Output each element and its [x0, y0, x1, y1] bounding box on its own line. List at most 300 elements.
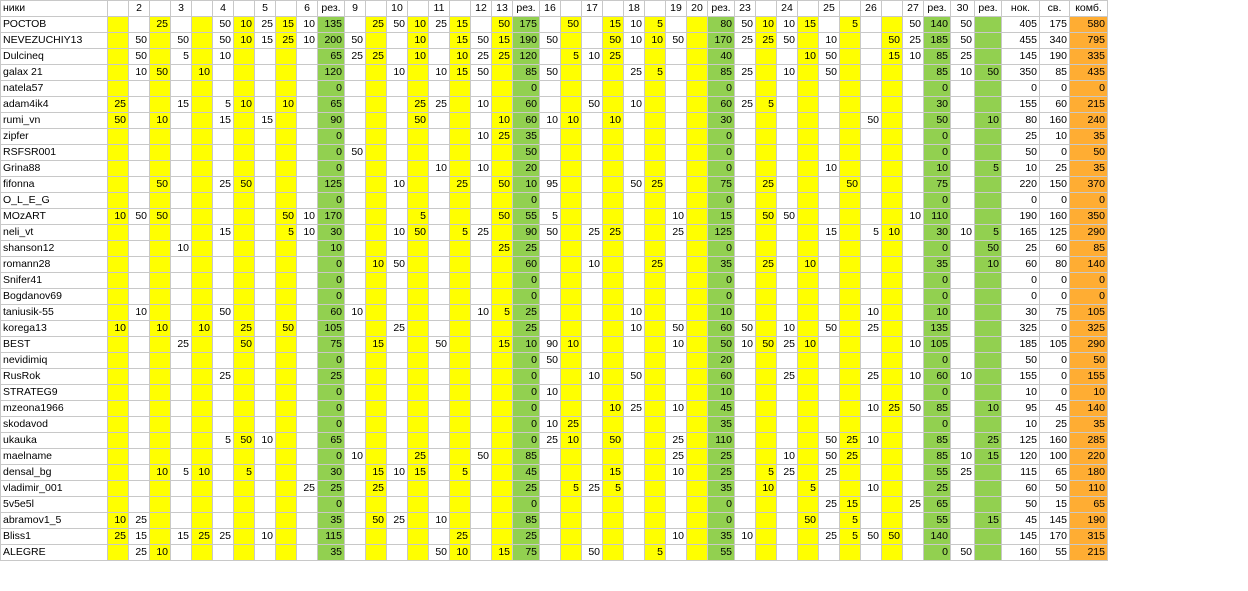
score-cell[interactable]	[450, 289, 471, 305]
score-cell[interactable]: 10	[1002, 417, 1040, 433]
score-cell[interactable]: 95	[1002, 401, 1040, 417]
score-cell[interactable]	[387, 33, 408, 49]
nick-cell[interactable]: Bogdanov69	[1, 289, 108, 305]
score-cell[interactable]	[624, 449, 645, 465]
score-cell[interactable]	[408, 497, 429, 513]
score-cell[interactable]	[975, 33, 1002, 49]
score-cell[interactable]	[861, 545, 882, 561]
score-cell[interactable]	[819, 257, 840, 273]
score-cell[interactable]	[645, 113, 666, 129]
score-cell[interactable]	[276, 337, 297, 353]
score-cell[interactable]: 0	[318, 289, 345, 305]
nick-cell[interactable]: nevidimiq	[1, 353, 108, 369]
score-cell[interactable]: 55	[1040, 545, 1070, 561]
score-cell[interactable]	[666, 305, 687, 321]
score-cell[interactable]	[582, 129, 603, 145]
score-cell[interactable]	[492, 257, 513, 273]
score-cell[interactable]: 155	[1002, 369, 1040, 385]
score-cell[interactable]	[234, 497, 255, 513]
score-cell[interactable]	[297, 449, 318, 465]
score-cell[interactable]	[756, 225, 777, 241]
score-cell[interactable]	[777, 497, 798, 513]
score-cell[interactable]: 0	[1002, 273, 1040, 289]
score-cell[interactable]	[540, 257, 561, 273]
score-cell[interactable]	[561, 497, 582, 513]
score-cell[interactable]: 0	[1002, 193, 1040, 209]
score-cell[interactable]	[213, 241, 234, 257]
score-cell[interactable]	[192, 481, 213, 497]
score-cell[interactable]	[297, 321, 318, 337]
score-cell[interactable]: 5	[861, 225, 882, 241]
score-cell[interactable]	[387, 449, 408, 465]
score-cell[interactable]: 0	[924, 353, 951, 369]
score-cell[interactable]: 15	[213, 225, 234, 241]
score-cell[interactable]	[777, 225, 798, 241]
score-cell[interactable]: 140	[924, 529, 951, 545]
score-cell[interactable]	[582, 113, 603, 129]
score-cell[interactable]	[429, 113, 450, 129]
score-cell[interactable]: 10	[255, 529, 276, 545]
score-cell[interactable]	[429, 273, 450, 289]
score-cell[interactable]	[471, 401, 492, 417]
score-cell[interactable]: 25	[624, 401, 645, 417]
score-cell[interactable]	[234, 481, 255, 497]
score-cell[interactable]	[666, 513, 687, 529]
score-cell[interactable]	[777, 273, 798, 289]
score-cell[interactable]	[345, 497, 366, 513]
score-cell[interactable]: 25	[276, 33, 297, 49]
score-cell[interactable]: 25	[213, 177, 234, 193]
score-cell[interactable]: 60	[1040, 241, 1070, 257]
score-cell[interactable]: 50	[471, 33, 492, 49]
score-cell[interactable]	[951, 417, 975, 433]
score-cell[interactable]	[429, 289, 450, 305]
header-cell[interactable]	[561, 1, 582, 17]
score-cell[interactable]: 25	[666, 225, 687, 241]
score-cell[interactable]: 10	[513, 337, 540, 353]
score-cell[interactable]	[561, 465, 582, 481]
score-cell[interactable]	[582, 209, 603, 225]
score-cell[interactable]: 25	[471, 49, 492, 65]
score-cell[interactable]	[429, 305, 450, 321]
score-cell[interactable]	[129, 257, 150, 273]
score-cell[interactable]	[345, 385, 366, 401]
score-cell[interactable]: 0	[1040, 385, 1070, 401]
score-cell[interactable]	[624, 113, 645, 129]
score-cell[interactable]	[882, 257, 903, 273]
score-cell[interactable]: 50	[819, 321, 840, 337]
score-cell[interactable]	[429, 529, 450, 545]
score-cell[interactable]: 5	[840, 17, 861, 33]
score-cell[interactable]	[798, 433, 819, 449]
score-cell[interactable]	[255, 465, 276, 481]
score-cell[interactable]	[387, 273, 408, 289]
score-cell[interactable]	[129, 225, 150, 241]
score-cell[interactable]: 10	[429, 161, 450, 177]
score-cell[interactable]	[603, 337, 624, 353]
score-cell[interactable]	[603, 161, 624, 177]
score-cell[interactable]	[903, 161, 924, 177]
score-cell[interactable]	[975, 193, 1002, 209]
score-cell[interactable]	[735, 385, 756, 401]
score-cell[interactable]	[735, 449, 756, 465]
score-cell[interactable]: 25	[366, 49, 387, 65]
score-cell[interactable]: 30	[1002, 305, 1040, 321]
score-cell[interactable]	[345, 177, 366, 193]
score-cell[interactable]	[882, 449, 903, 465]
score-cell[interactable]	[366, 273, 387, 289]
score-cell[interactable]	[561, 513, 582, 529]
score-cell[interactable]	[276, 497, 297, 513]
score-cell[interactable]	[819, 17, 840, 33]
score-cell[interactable]	[255, 401, 276, 417]
score-cell[interactable]	[387, 49, 408, 65]
score-cell[interactable]	[624, 225, 645, 241]
score-cell[interactable]: 50	[387, 17, 408, 33]
score-cell[interactable]	[108, 33, 129, 49]
score-cell[interactable]: 25	[171, 337, 192, 353]
header-cell[interactable]: 6	[297, 1, 318, 17]
score-cell[interactable]: 50	[429, 545, 450, 561]
score-cell[interactable]: 10	[603, 401, 624, 417]
score-cell[interactable]	[408, 369, 429, 385]
header-cell[interactable]: 16	[540, 1, 561, 17]
score-cell[interactable]	[492, 369, 513, 385]
score-cell[interactable]: 35	[1070, 129, 1108, 145]
score-cell[interactable]: 50	[129, 33, 150, 49]
score-cell[interactable]	[450, 513, 471, 529]
score-cell[interactable]	[645, 433, 666, 449]
header-cell[interactable]: рез.	[513, 1, 540, 17]
score-cell[interactable]: 10	[666, 465, 687, 481]
score-cell[interactable]: 10	[903, 369, 924, 385]
score-cell[interactable]: 35	[708, 481, 735, 497]
score-cell[interactable]	[150, 145, 171, 161]
score-cell[interactable]: 0	[708, 81, 735, 97]
score-cell[interactable]: 10	[171, 241, 192, 257]
score-cell[interactable]: 80	[708, 17, 735, 33]
score-cell[interactable]	[387, 369, 408, 385]
header-cell[interactable]: 2	[129, 1, 150, 17]
score-cell[interactable]	[735, 49, 756, 65]
nick-cell[interactable]: Dulcineq	[1, 49, 108, 65]
score-cell[interactable]: 0	[318, 145, 345, 161]
score-cell[interactable]	[234, 65, 255, 81]
score-cell[interactable]	[798, 273, 819, 289]
score-cell[interactable]: 25	[150, 17, 171, 33]
score-cell[interactable]	[975, 497, 1002, 513]
score-cell[interactable]	[624, 513, 645, 529]
score-cell[interactable]	[540, 145, 561, 161]
score-cell[interactable]: 50	[150, 209, 171, 225]
score-cell[interactable]: 50	[777, 33, 798, 49]
score-cell[interactable]	[819, 417, 840, 433]
score-cell[interactable]	[276, 289, 297, 305]
score-cell[interactable]	[129, 145, 150, 161]
score-cell[interactable]	[471, 289, 492, 305]
nick-cell[interactable]: vladimir_001	[1, 481, 108, 497]
score-cell[interactable]: 10	[561, 337, 582, 353]
score-cell[interactable]	[255, 513, 276, 529]
score-cell[interactable]	[819, 289, 840, 305]
score-cell[interactable]	[561, 401, 582, 417]
score-cell[interactable]	[903, 449, 924, 465]
score-cell[interactable]	[582, 465, 603, 481]
score-cell[interactable]	[687, 305, 708, 321]
score-cell[interactable]	[603, 129, 624, 145]
score-cell[interactable]: 180	[1070, 465, 1108, 481]
score-cell[interactable]: 10	[408, 49, 429, 65]
score-cell[interactable]	[798, 145, 819, 161]
score-cell[interactable]	[861, 209, 882, 225]
score-cell[interactable]	[276, 353, 297, 369]
score-cell[interactable]	[387, 497, 408, 513]
score-cell[interactable]	[561, 81, 582, 97]
score-cell[interactable]	[798, 193, 819, 209]
score-cell[interactable]: 370	[1070, 177, 1108, 193]
score-cell[interactable]	[429, 369, 450, 385]
score-cell[interactable]: 10	[297, 33, 318, 49]
score-cell[interactable]	[951, 161, 975, 177]
score-cell[interactable]: 10	[735, 337, 756, 353]
score-cell[interactable]: 145	[1002, 49, 1040, 65]
score-cell[interactable]	[861, 49, 882, 65]
score-cell[interactable]	[429, 417, 450, 433]
score-cell[interactable]	[666, 65, 687, 81]
score-cell[interactable]: 10	[108, 209, 129, 225]
score-cell[interactable]: 5	[645, 17, 666, 33]
score-cell[interactable]	[645, 305, 666, 321]
score-cell[interactable]	[192, 353, 213, 369]
score-cell[interactable]	[840, 545, 861, 561]
header-cell[interactable]: 10	[387, 1, 408, 17]
score-cell[interactable]	[975, 465, 1002, 481]
score-cell[interactable]	[687, 337, 708, 353]
score-cell[interactable]	[471, 81, 492, 97]
score-cell[interactable]	[777, 353, 798, 369]
score-cell[interactable]: 25	[387, 513, 408, 529]
score-cell[interactable]	[471, 337, 492, 353]
score-cell[interactable]	[129, 385, 150, 401]
header-cell[interactable]: 4	[213, 1, 234, 17]
score-cell[interactable]: 105	[1040, 337, 1070, 353]
score-cell[interactable]	[429, 385, 450, 401]
score-cell[interactable]	[666, 241, 687, 257]
score-cell[interactable]	[540, 497, 561, 513]
score-cell[interactable]: 215	[1070, 97, 1108, 113]
header-cell[interactable]: рез.	[924, 1, 951, 17]
score-cell[interactable]	[645, 209, 666, 225]
score-cell[interactable]	[840, 273, 861, 289]
score-cell[interactable]: 10	[540, 417, 561, 433]
score-cell[interactable]	[108, 129, 129, 145]
nick-cell[interactable]: shanson12	[1, 241, 108, 257]
score-cell[interactable]	[861, 161, 882, 177]
score-cell[interactable]	[234, 209, 255, 225]
score-cell[interactable]	[603, 257, 624, 273]
score-cell[interactable]	[756, 497, 777, 513]
score-cell[interactable]: 10	[975, 257, 1002, 273]
score-cell[interactable]	[603, 497, 624, 513]
nick-cell[interactable]: taniusik-55	[1, 305, 108, 321]
score-cell[interactable]	[582, 449, 603, 465]
score-cell[interactable]	[171, 321, 192, 337]
score-cell[interactable]: 65	[318, 97, 345, 113]
header-cell[interactable]	[798, 1, 819, 17]
score-cell[interactable]: 30	[708, 113, 735, 129]
score-cell[interactable]	[108, 177, 129, 193]
score-cell[interactable]: 10	[777, 321, 798, 337]
score-cell[interactable]	[213, 161, 234, 177]
score-cell[interactable]: 10	[108, 321, 129, 337]
score-cell[interactable]	[798, 129, 819, 145]
score-cell[interactable]	[171, 177, 192, 193]
score-cell[interactable]: 25	[129, 545, 150, 561]
score-cell[interactable]: 5	[171, 465, 192, 481]
score-cell[interactable]: 10	[819, 161, 840, 177]
score-cell[interactable]	[687, 97, 708, 113]
score-cell[interactable]	[366, 417, 387, 433]
score-cell[interactable]	[882, 433, 903, 449]
score-cell[interactable]	[603, 209, 624, 225]
score-cell[interactable]: 10	[450, 49, 471, 65]
score-cell[interactable]	[882, 145, 903, 161]
score-cell[interactable]	[645, 161, 666, 177]
score-cell[interactable]: 25	[297, 481, 318, 497]
score-cell[interactable]: 0	[1070, 289, 1108, 305]
score-cell[interactable]	[345, 289, 366, 305]
score-cell[interactable]: 10	[150, 321, 171, 337]
score-cell[interactable]: 0	[513, 289, 540, 305]
score-cell[interactable]: 335	[1070, 49, 1108, 65]
score-cell[interactable]	[345, 529, 366, 545]
score-cell[interactable]: 5	[408, 209, 429, 225]
score-cell[interactable]: 10	[234, 33, 255, 49]
score-cell[interactable]	[603, 65, 624, 81]
header-cell[interactable]: нок.	[1002, 1, 1040, 17]
score-cell[interactable]	[213, 65, 234, 81]
score-cell[interactable]	[492, 273, 513, 289]
score-cell[interactable]	[882, 81, 903, 97]
score-cell[interactable]	[951, 97, 975, 113]
score-cell[interactable]: 25	[513, 321, 540, 337]
score-cell[interactable]	[297, 513, 318, 529]
score-cell[interactable]: 25	[735, 33, 756, 49]
score-cell[interactable]	[882, 129, 903, 145]
score-cell[interactable]: 50	[213, 17, 234, 33]
score-cell[interactable]	[213, 497, 234, 513]
score-cell[interactable]	[819, 369, 840, 385]
score-cell[interactable]: 10	[882, 225, 903, 241]
score-cell[interactable]	[666, 113, 687, 129]
score-cell[interactable]	[975, 385, 1002, 401]
score-cell[interactable]: 10	[756, 481, 777, 497]
score-cell[interactable]	[798, 449, 819, 465]
score-cell[interactable]: 80	[1002, 113, 1040, 129]
score-cell[interactable]: 35	[708, 417, 735, 433]
score-cell[interactable]	[171, 129, 192, 145]
score-cell[interactable]	[150, 353, 171, 369]
header-cell[interactable]: 9	[345, 1, 366, 17]
score-cell[interactable]: 5	[213, 433, 234, 449]
score-cell[interactable]	[645, 529, 666, 545]
score-cell[interactable]	[450, 241, 471, 257]
score-cell[interactable]	[975, 97, 1002, 113]
score-cell[interactable]	[975, 545, 1002, 561]
score-cell[interactable]	[561, 97, 582, 113]
score-cell[interactable]	[756, 193, 777, 209]
score-cell[interactable]: 0	[924, 145, 951, 161]
score-cell[interactable]	[735, 129, 756, 145]
score-cell[interactable]	[276, 257, 297, 273]
score-cell[interactable]	[450, 321, 471, 337]
score-cell[interactable]	[276, 241, 297, 257]
score-cell[interactable]: 25	[582, 225, 603, 241]
score-cell[interactable]	[756, 433, 777, 449]
score-cell[interactable]: 10	[387, 225, 408, 241]
score-cell[interactable]	[645, 225, 666, 241]
score-cell[interactable]	[756, 353, 777, 369]
score-cell[interactable]: 185	[1002, 337, 1040, 353]
score-cell[interactable]: 35	[1070, 417, 1108, 433]
score-cell[interactable]	[450, 209, 471, 225]
score-cell[interactable]: 50	[471, 449, 492, 465]
score-cell[interactable]	[297, 305, 318, 321]
score-cell[interactable]	[903, 193, 924, 209]
score-cell[interactable]	[882, 417, 903, 433]
score-cell[interactable]	[255, 209, 276, 225]
score-cell[interactable]	[645, 241, 666, 257]
nick-cell[interactable]: ALEGRE	[1, 545, 108, 561]
score-cell[interactable]	[408, 241, 429, 257]
score-cell[interactable]	[735, 257, 756, 273]
score-cell[interactable]	[777, 49, 798, 65]
score-cell[interactable]	[798, 385, 819, 401]
score-cell[interactable]	[276, 465, 297, 481]
score-cell[interactable]	[150, 449, 171, 465]
header-cell[interactable]: 18	[624, 1, 645, 17]
score-cell[interactable]	[798, 529, 819, 545]
score-cell[interactable]	[150, 337, 171, 353]
score-cell[interactable]: 75	[1040, 305, 1070, 321]
score-cell[interactable]	[666, 161, 687, 177]
score-cell[interactable]	[903, 321, 924, 337]
score-cell[interactable]	[408, 513, 429, 529]
score-cell[interactable]	[777, 241, 798, 257]
score-cell[interactable]	[297, 241, 318, 257]
score-cell[interactable]: 85	[1040, 65, 1070, 81]
score-cell[interactable]: 50	[108, 113, 129, 129]
score-cell[interactable]	[903, 433, 924, 449]
score-cell[interactable]	[171, 209, 192, 225]
score-cell[interactable]: 0	[708, 145, 735, 161]
score-cell[interactable]	[192, 337, 213, 353]
score-cell[interactable]	[687, 225, 708, 241]
score-cell[interactable]	[108, 305, 129, 321]
score-cell[interactable]: 0	[318, 129, 345, 145]
score-cell[interactable]: 10	[513, 177, 540, 193]
score-cell[interactable]	[150, 305, 171, 321]
score-cell[interactable]	[171, 257, 192, 273]
score-cell[interactable]	[687, 273, 708, 289]
score-cell[interactable]	[798, 401, 819, 417]
score-cell[interactable]	[951, 353, 975, 369]
score-cell[interactable]	[951, 385, 975, 401]
score-cell[interactable]: 10	[582, 257, 603, 273]
score-cell[interactable]	[903, 353, 924, 369]
score-cell[interactable]: 35	[708, 529, 735, 545]
score-cell[interactable]	[387, 129, 408, 145]
